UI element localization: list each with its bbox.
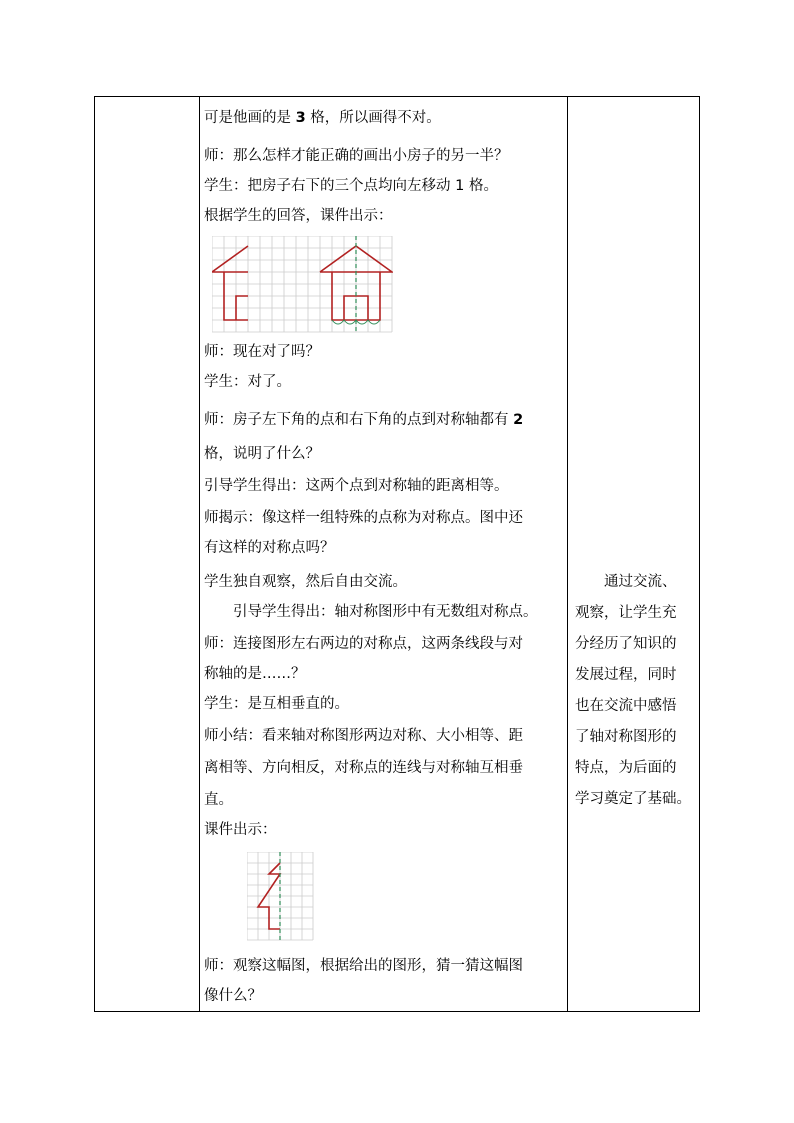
house-figure xyxy=(212,236,393,333)
note-line: 学习奠定了基础。 xyxy=(575,791,691,807)
text-line: 直。 xyxy=(204,792,233,808)
half-figure xyxy=(247,852,317,941)
note-line: 观察，让学生充 xyxy=(575,605,677,621)
text-line: 学生：把房子右下的三个点均向左移动 1 格。 xyxy=(204,178,498,194)
text-line: 引导学生得出：轴对称图形中有无数组对称点。 xyxy=(204,604,538,620)
text-line: 引导学生得出：这两个点到对称轴的距离相等。 xyxy=(204,478,509,494)
text-line: 师：现在对了吗？ xyxy=(204,344,320,360)
text-line: 师：观察这幅图，根据给出的图形，猜一猜这幅图 xyxy=(204,958,523,974)
text-line: 离相等、方向相反，对称点的连线与对称轴互相垂 xyxy=(204,760,523,776)
text-line: 像什么？ xyxy=(204,988,262,1004)
note-line: 特点，为后面的 xyxy=(575,760,677,776)
text-line: 课件出示： xyxy=(204,822,277,838)
note-line: 了轴对称图形的 xyxy=(575,729,677,745)
text-line: 学生：是互相垂直的。 xyxy=(204,696,349,712)
note-line: 也在交流中感悟 xyxy=(575,698,677,714)
text-line: 师：那么怎样才能正确的画出小房子的另一半？ xyxy=(204,148,509,164)
text-line: 师揭示：像这样一组特殊的点称为对称点。图中还 xyxy=(204,510,523,526)
text-line: 学生独自观察，然后自由交流。 xyxy=(204,574,407,590)
text-line: 可是他画的是 3 格，所以画得不对。 xyxy=(204,110,441,126)
text-line: 根据学生的回答，课件出示： xyxy=(204,208,393,224)
text-line: 师小结：看来轴对称图形两边对称、大小相等、距 xyxy=(204,728,523,744)
table-divider-1 xyxy=(199,97,200,1011)
text-line: 学生：对了。 xyxy=(204,374,291,390)
text-line: 师：房子左下角的点和右下角的点到对称轴都有 2 xyxy=(204,412,524,428)
note-line: 分经历了知识的 xyxy=(575,636,677,652)
text-line: 称轴的是……？ xyxy=(204,666,306,682)
lesson-table xyxy=(94,96,700,1012)
text-line: 格，说明了什么？ xyxy=(204,446,320,462)
text-line: 师：连接图形左右两边的对称点，这两条线段与对 xyxy=(204,636,523,652)
note-line: 发展过程，同时 xyxy=(575,667,677,683)
note-line: 通过交流、 xyxy=(575,574,677,590)
text-line: 有这样的对称点吗？ xyxy=(204,540,335,556)
table-divider-2 xyxy=(567,97,568,1011)
